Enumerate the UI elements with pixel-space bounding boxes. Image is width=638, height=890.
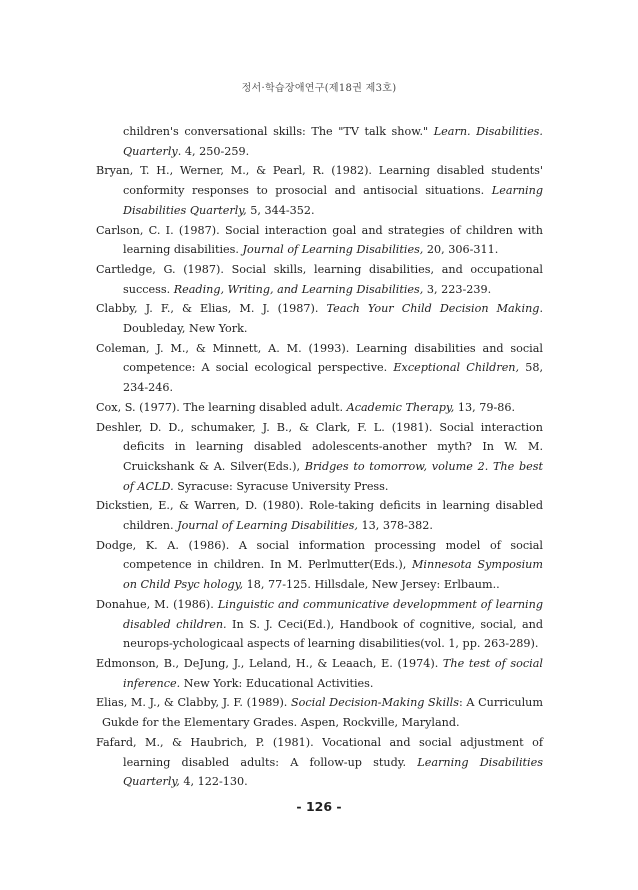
reference-entry: Bryan, T. H., Werner, M., & Pearl, R. (1982). Learning disabled students' conformity responses to prosocial and antisocial situations. Learning Disabilities Quarterly, 5, 344-352. (96, 164, 543, 217)
reference-entry: Donahue, M. (1986). Linguistic and communicative developmment of learning disabled children. In S. J. Ceci(Ed.), Handbook of cognitive, social, and neurops-ychologicaal aspects of learning disabilities(vol. 1, pp. 263-289). (96, 597, 544, 651)
running-header: 정서·학습장애연구(제18권 제3호) (241, 83, 397, 94)
reference-entry: Elias, M. J., & Clabby, J. F. (1989). Social Decision-Making Skills: A Curriculum Gukde for the Elementary Grades. Aspen, Rockville, Maryland. (96, 696, 543, 730)
reference-entry: Edmonson, B., DeJung, J., Leland, H., & Leaach, E. (1974). The test of social inference. New York: Educational Activities. (96, 656, 543, 690)
page-number: - 126 - (296, 799, 342, 814)
reference-entry: Dodge, K. A. (1986). A social information processing model of social competence in children. In M. Perlmutter(Eds.), Minnesota Symposium on Child Psyc hology, 18, 77-125. Hillsdale, New Jersey: Erlbaum.. (96, 538, 543, 592)
reference-entry: Dickstien, E., & Warren, D. (1980). Role-taking deficits in learning disabled children. Journal of Learning Disabilities, 13, 378-382. (96, 499, 543, 533)
reference-entry: Cox, S. (1977). The learning disabled adult. Academic Therapy, 13, 79-86. (96, 400, 516, 414)
reference-entry: Coleman, J. M., & Minnett, A. M. (1993). Learning disabilities and social competence: A social ecological perspective. Exceptional Children, 58, 234-246. (96, 341, 543, 395)
reference-entry: children's conversational skills: The "TV talk show." Learn. Disabilities. Quarterly. 4, 250-259. (123, 125, 543, 158)
reference-entry: Cartledge, G. (1987). Social skills, learning disabilities, and occupational success. Reading, Writing, and Learning Disabilities, 3, 223-239. (96, 262, 543, 296)
reference-entry: Carlson, C. I. (1987). Social interaction goal and strategies of children with learning disabilities. Journal of Learning Disabilities, 20, 306-311. (96, 223, 543, 257)
reference-list (96, 122, 543, 792)
reference-entry: Clabby, J. F., & Elias, M. J. (1987). Teach Your Child Decision Making. Doubleday, New York. (96, 302, 544, 336)
reference-entry: Deshler, D. D., schumaker, J. B., & Clark, F. L. (1981). Social interaction deficits in learning disabled adolescents-another myth? In W. M. Cruickshank & A. Silver(Eds.), Bridges to tomorrow, volume 2. The best of ACLD. Syracuse: Syracuse University Press. (96, 420, 543, 493)
reference-entry: Fafard, M., & Haubrich, P. (1981). Vocational and social adjustment of learning disabled adults: A follow-up study. Learning Disabilities Quarterly, 4, 122-130. (96, 735, 543, 789)
